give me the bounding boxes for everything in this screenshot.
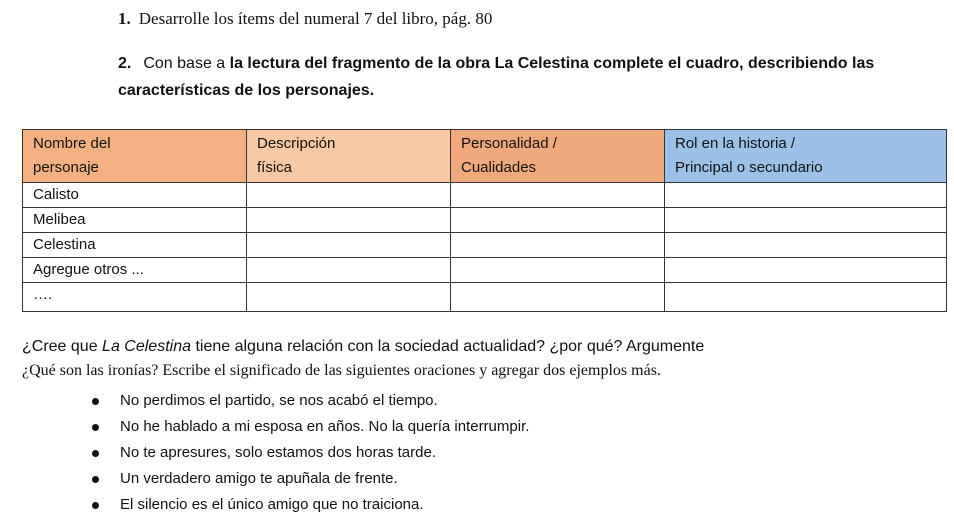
question-2: ¿Qué son las ironías? Escribe el significado de las siguientes oraciones y agregar dos ejemplos más. <box>22 362 661 379</box>
question-1-before: ¿Cree que <box>22 338 103 355</box>
irony-list <box>92 388 529 518</box>
cell-character: Agregue otros ... <box>23 258 247 283</box>
cell-empty[interactable] <box>665 233 947 258</box>
cell-empty[interactable] <box>665 283 947 312</box>
cell-empty[interactable] <box>665 208 947 233</box>
cell-character: …. <box>23 283 247 312</box>
list-item: El silencio es el único amigo que no traiciona. <box>92 492 529 518</box>
list-item: Un verdadero amigo te apuñala de frente. <box>92 466 529 492</box>
table-row <box>23 183 947 208</box>
list-item: No te apresures, solo estamos dos horas tarde. <box>92 440 529 466</box>
question-1 <box>22 338 704 356</box>
header-character-name: Nombre del personaje <box>23 130 247 183</box>
instruction-2-text-bold: la lectura del fragmento de la obra La Celestina complete el cuadro, describiendo las <box>229 55 875 72</box>
list-item: No perdimos el partido, se nos acabó el tiempo. <box>92 388 529 414</box>
instruction-1 <box>118 9 492 29</box>
header-personality: Personalidad / Cualidades <box>451 130 665 183</box>
cell-character: Calisto <box>23 183 247 208</box>
instruction-1-number: 1. <box>118 9 131 28</box>
table-row <box>23 208 947 233</box>
table-row <box>23 258 947 283</box>
cell-empty[interactable] <box>247 183 451 208</box>
instruction-1-text: Desarrolle los ítems del numeral 7 del libro, pág. 80 <box>138 9 493 28</box>
cell-empty[interactable] <box>247 208 451 233</box>
cell-empty[interactable] <box>247 283 451 312</box>
header-physical-description: Descripción física <box>247 130 451 183</box>
cell-empty[interactable] <box>451 283 665 312</box>
characters-table <box>22 129 947 312</box>
instruction-2 <box>118 50 938 104</box>
cell-empty[interactable] <box>247 258 451 283</box>
cell-empty[interactable] <box>451 183 665 208</box>
cell-empty[interactable] <box>665 258 947 283</box>
table-row <box>23 233 947 258</box>
cell-empty[interactable] <box>451 258 665 283</box>
cell-empty[interactable] <box>451 233 665 258</box>
table-header-row <box>23 130 947 183</box>
header-role: Rol en la historia / Principal o secundario <box>665 130 947 183</box>
instruction-2-text-cont: características de los personajes. <box>118 82 375 99</box>
instruction-2-text-start: Con base a <box>143 55 230 72</box>
list-item: No he hablado a mi esposa en años. No la quería interrumpir. <box>92 414 529 440</box>
cell-character: Melibea <box>23 208 247 233</box>
question-1-italic: La Celestina <box>102 338 191 355</box>
table-row <box>23 283 947 312</box>
cell-empty[interactable] <box>665 183 947 208</box>
instruction-2-number: 2. <box>118 55 132 72</box>
cell-character: Celestina <box>23 233 247 258</box>
cell-empty[interactable] <box>451 208 665 233</box>
cell-empty[interactable] <box>247 233 451 258</box>
question-1-after: tiene alguna relación con la sociedad actualidad? ¿por qué? Argumente <box>191 338 705 355</box>
